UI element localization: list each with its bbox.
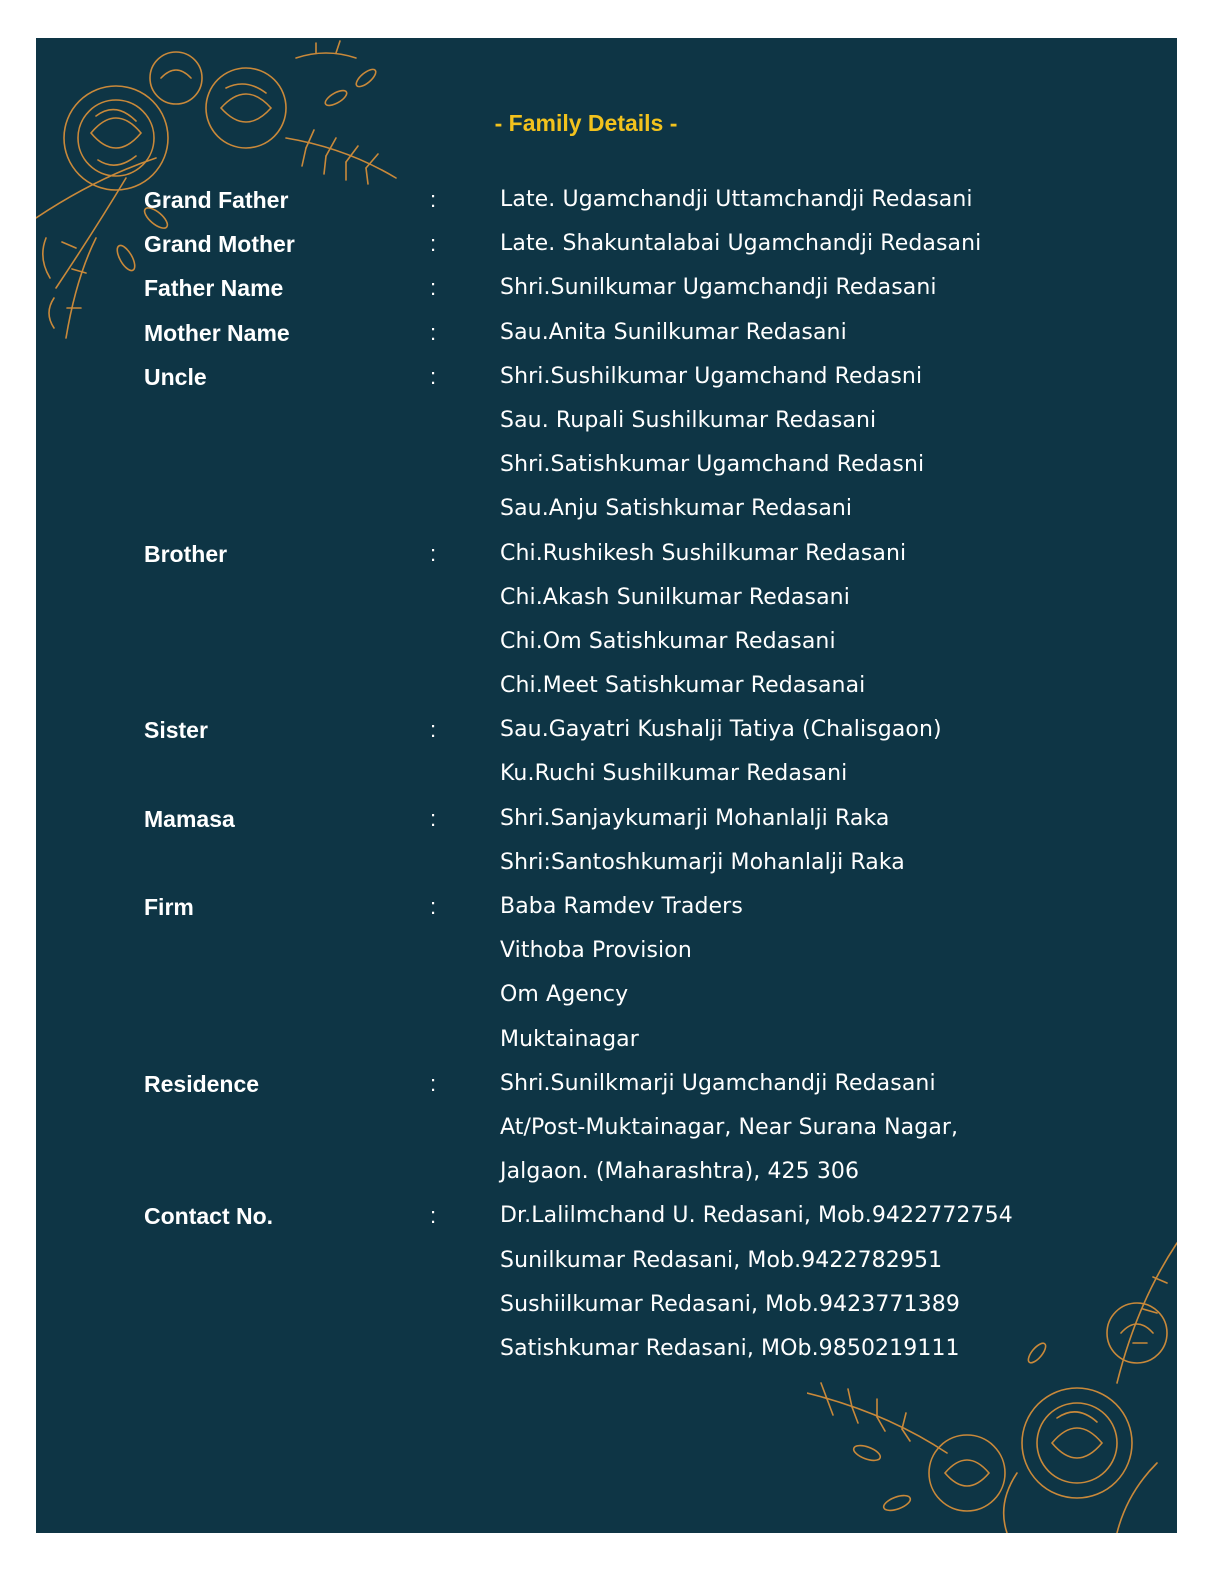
detail-row	[36, 1245, 1177, 1289]
detail-row	[36, 626, 1177, 670]
detail-label: Mamasa	[144, 805, 235, 832]
detail-value: Chi.Akash Sunilkumar Redasani	[500, 584, 850, 610]
detail-label: Grand Father	[144, 187, 289, 213]
detail-row	[36, 891, 1177, 935]
detail-separator: :	[430, 894, 437, 919]
detail-value: Sunilkumar Redasani, Mob.9422782951	[500, 1247, 943, 1273]
detail-row	[36, 1112, 1177, 1156]
detail-label: Sister	[144, 717, 208, 744]
detail-value: Sau.Anita Sunilkumar Redasani	[500, 319, 847, 345]
detail-value: Shri.Sushilkumar Ugamchand Redasni	[500, 363, 923, 389]
detail-row	[36, 361, 1177, 405]
detail-separator: :	[430, 1203, 437, 1229]
detail-row	[36, 1289, 1177, 1333]
family-details-card	[36, 38, 1177, 1533]
detail-label: Grand Mother	[144, 231, 295, 258]
detail-row	[36, 1068, 1177, 1112]
detail-separator: :	[430, 805, 437, 831]
detail-value: Sau.Anju Satishkumar Redasani	[500, 496, 853, 522]
detail-value: Sau.Gayatri Kushalji Tatiya (Chalisgaon)	[500, 717, 942, 743]
detail-row	[36, 405, 1177, 449]
detail-row	[36, 847, 1177, 891]
detail-separator: :	[430, 1070, 437, 1096]
detail-row	[36, 538, 1177, 582]
detail-value: Chi.Rushikesh Sushilkumar Redasani	[500, 540, 907, 566]
detail-value: Shri.Sanjaykumarji Mohanlalji Raka	[500, 805, 890, 831]
detail-separator: :	[430, 231, 437, 257]
detail-row	[36, 184, 1177, 228]
detail-value: Ku.Ruchi Sushilkumar Redasani	[500, 761, 848, 787]
detail-value: Dr.Lalilmchand U. Redasani, Mob.9422772754	[500, 1203, 1013, 1229]
detail-value: Om Agency	[500, 982, 629, 1008]
detail-label: Firm	[144, 894, 194, 920]
detail-row	[36, 1156, 1177, 1200]
detail-separator: :	[430, 717, 437, 743]
detail-label: Contact No.	[144, 1203, 274, 1230]
detail-row	[36, 449, 1177, 493]
detail-separator: :	[430, 319, 437, 345]
detail-value: Chi.Om Satishkumar Redasani	[500, 628, 836, 654]
detail-label: Mother Name	[144, 319, 290, 346]
detail-row	[36, 1024, 1177, 1068]
detail-value: Shri:Santoshkumarji Mohanlalji Raka	[500, 849, 905, 875]
detail-row	[36, 272, 1177, 316]
details-list	[36, 184, 1177, 1377]
detail-label: Father Name	[144, 275, 284, 302]
detail-row	[36, 317, 1177, 361]
detail-value: Sushiilkumar Redasani, Mob.9423771389	[500, 1291, 960, 1317]
detail-label: Uncle	[144, 363, 207, 390]
detail-value: Jalgaon. (Maharashtra), 425 306	[500, 1159, 860, 1185]
detail-value: Vithoba Provision	[500, 938, 692, 964]
detail-row	[36, 714, 1177, 758]
detail-separator: :	[430, 540, 437, 566]
detail-separator: :	[430, 363, 437, 389]
detail-value: Satishkumar Redasani, MOb.9850219111	[500, 1335, 960, 1361]
detail-separator: :	[430, 275, 437, 301]
detail-row	[36, 1333, 1177, 1377]
detail-value: Shri.Sunilkmarji Ugamchandji Redasani	[500, 1070, 936, 1096]
detail-row	[36, 758, 1177, 802]
detail-row	[36, 582, 1177, 626]
detail-row	[36, 935, 1177, 979]
detail-separator: :	[430, 187, 437, 212]
section-title: - Family Details -	[494, 110, 678, 136]
detail-label: Brother	[144, 540, 228, 567]
detail-row	[36, 670, 1177, 714]
detail-value: Muktainagar	[500, 1026, 639, 1052]
detail-value: Chi.Meet Satishkumar Redasanai	[500, 673, 866, 699]
detail-value: Sau. Rupali Sushilkumar Redasani	[500, 407, 877, 433]
detail-row	[36, 228, 1177, 272]
detail-label: Residence	[144, 1070, 260, 1097]
detail-value: Late. Shakuntalabai Ugamchandji Redasani	[500, 231, 982, 257]
detail-value: Baba Ramdev Traders	[500, 894, 743, 919]
detail-row	[36, 493, 1177, 537]
detail-value: Shri.Satishkumar Ugamchand Redasni	[500, 452, 925, 478]
detail-value: Shri.Sunilkumar Ugamchandji Redasani	[500, 275, 937, 301]
detail-row	[36, 803, 1177, 847]
detail-value: At/Post-Muktainagar, Near Surana Nagar,	[500, 1114, 959, 1140]
detail-row	[36, 979, 1177, 1023]
detail-value: Late. Ugamchandji Uttamchandji Redasani	[500, 187, 973, 212]
detail-row	[36, 1200, 1177, 1244]
